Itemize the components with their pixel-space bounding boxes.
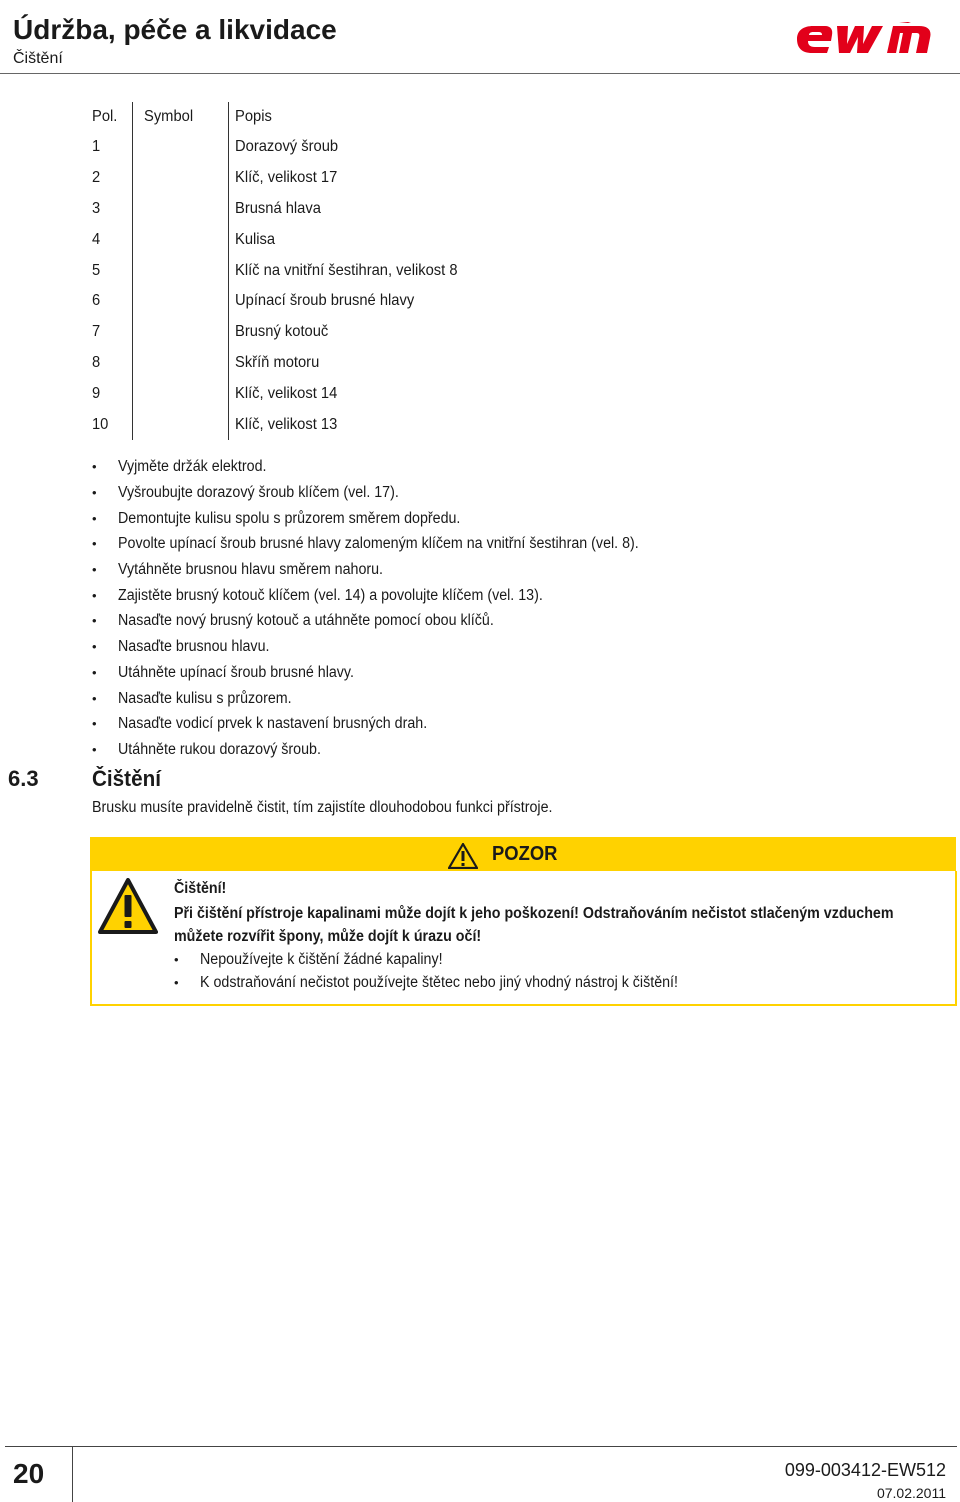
row-desc: Dorazový šroub — [235, 138, 339, 155]
step-text: Utáhněte rukou dorazový šroub. — [118, 741, 321, 758]
table-row — [92, 262, 592, 286]
row-pos: 6 — [92, 292, 101, 309]
bullet-icon: • — [92, 613, 97, 628]
table-header-symbol: Symbol — [144, 108, 194, 125]
step-text: Demontujte kulisu spolu s průzorem směrem dopředu. — [118, 510, 461, 527]
bullet-icon: • — [92, 742, 97, 757]
page-subtitle: Čištění — [13, 50, 63, 67]
row-pos: 8 — [92, 354, 101, 371]
row-pos: 5 — [92, 262, 101, 279]
warning-text-line: můžete rozvířit špony, může dojít k úrazu očí! — [174, 928, 482, 945]
table-row — [92, 416, 592, 440]
footer-divider — [5, 1446, 957, 1447]
table-row — [92, 292, 592, 316]
page-number: 20 — [13, 1458, 45, 1489]
row-pos: 4 — [92, 231, 101, 248]
warning-heading: POZOR — [492, 843, 558, 865]
step-text: Vyšroubujte dorazový šroub klíčem (vel. 17). — [118, 484, 399, 501]
step-text: Vyjměte držák elektrod. — [118, 458, 267, 475]
step-text: Vytáhněte brusnou hlavu směrem nahoru. — [118, 561, 384, 578]
bullet-icon: • — [92, 485, 97, 500]
bullet-icon: • — [92, 665, 97, 680]
row-desc: Klíč, velikost 13 — [235, 416, 338, 433]
step-text: Nasaďte nový brusný kotouč a utáhněte pomocí obou klíčů. — [118, 612, 494, 629]
bullet-icon: • — [92, 562, 97, 577]
header-divider — [0, 73, 960, 74]
step-text: Zajistěte brusný kotouč klíčem (vel. 14) a povolujte klíčem (vel. 13). — [118, 587, 543, 604]
table-row — [92, 323, 592, 347]
warning-title: Čištění! — [174, 880, 227, 897]
table-row — [92, 169, 592, 193]
row-pos: 10 — [92, 416, 109, 433]
warning-triangle-icon — [98, 878, 158, 934]
warning-bullet-text: Nepoužívejte k čištění žádné kapaliny! — [200, 951, 443, 968]
section-body: Brusku musíte pravidelně čistit, tím zajistíte dlouhodobou funkci přístroje. — [92, 799, 553, 816]
bullet-icon: • — [174, 975, 179, 990]
row-desc: Upínací šroub brusné hlavy — [235, 292, 415, 309]
table-row — [92, 138, 592, 162]
bullet-icon: • — [92, 511, 97, 526]
step-text: Nasaďte vodicí prvek k nastavení brusných drah. — [118, 715, 428, 732]
step-text: Utáhněte upínací šroub brusné hlavy. — [118, 664, 354, 681]
section-title: Čištění — [92, 766, 161, 791]
row-desc: Skříň motoru — [235, 354, 320, 371]
document-number: 099-003412-EW512 — [784, 1460, 946, 1480]
document-date: 07.02.2011 — [876, 1485, 946, 1501]
bullet-icon: • — [92, 639, 97, 654]
table-header-pos: Pol. — [92, 108, 118, 125]
row-pos: 9 — [92, 385, 101, 402]
row-pos: 3 — [92, 200, 101, 217]
step-text: Povolte upínací šroub brusné hlavy zalomeným klíčem na vnitřní šestihran (vel. 8). — [118, 535, 639, 552]
warning-bullet-text: K odstraňování nečistot používejte štětec nebo jiný vhodný nástroj k čištění! — [200, 974, 678, 991]
row-desc: Klíč, velikost 14 — [235, 385, 338, 402]
row-pos: 7 — [92, 323, 101, 340]
row-pos: 2 — [92, 169, 101, 186]
row-pos: 1 — [92, 138, 101, 155]
bullet-icon: • — [92, 691, 97, 706]
warning-text-line: Při čištění přístroje kapalinami může dojít k jeho poškození! Odstraňováním nečistot stlačeným vzduchem — [174, 905, 894, 922]
section-number: 6.3 — [8, 766, 39, 791]
row-desc: Brusná hlava — [235, 200, 321, 217]
row-desc: Klíč, velikost 17 — [235, 169, 338, 186]
bullet-icon: • — [92, 536, 97, 551]
step-text: Nasaďte brusnou hlavu. — [118, 638, 270, 655]
footer-vertical-divider — [72, 1446, 73, 1502]
bullet-icon: • — [92, 716, 97, 731]
table-row — [92, 354, 592, 378]
row-desc: Brusný kotouč — [235, 323, 329, 340]
table-row — [92, 385, 592, 409]
row-desc: Klíč na vnitřní šestihran, velikost 8 — [235, 262, 458, 279]
step-text: Nasaďte kulisu s průzorem. — [118, 690, 292, 707]
table-header-desc: Popis — [235, 108, 272, 125]
bullet-icon: • — [92, 459, 97, 474]
page-title: Údržba, péče a likvidace — [13, 14, 337, 45]
bullet-icon: • — [92, 588, 97, 603]
row-desc: Kulisa — [235, 231, 276, 248]
ewm-logo — [795, 22, 935, 56]
warning-triangle-icon — [448, 843, 478, 869]
table-row — [92, 231, 592, 255]
bullet-icon: • — [174, 952, 179, 967]
table-row — [92, 200, 592, 224]
